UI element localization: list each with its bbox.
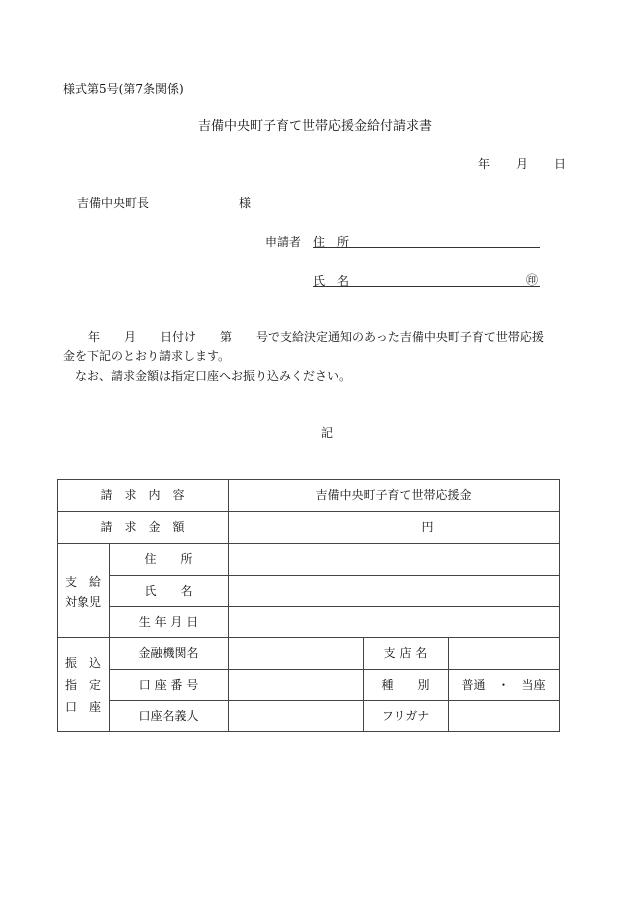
furigana-field[interactable]	[449, 701, 559, 730]
addressee-name: 吉備中央町長	[77, 196, 150, 210]
transfer-label-1: 振 込	[64, 656, 101, 670]
date-day: 日	[554, 157, 567, 171]
applicant-address-line[interactable]	[313, 247, 540, 248]
child-name-label: 氏 名	[144, 584, 193, 598]
account-type-value[interactable]: 普通 ・ 当座	[461, 678, 546, 692]
child-address-field[interactable]	[229, 544, 559, 574]
request-content-label: 請 求 内 容	[100, 488, 185, 502]
applicant-label: 申請者	[265, 235, 302, 249]
request-amount-field[interactable]	[229, 512, 409, 542]
body-line-2: 金を下記のとおり請求します。	[63, 349, 231, 363]
ki-heading: 記	[321, 426, 334, 440]
document-title: 吉備中央町子育て世帯応援金給付請求書	[197, 119, 432, 134]
request-amount-label: 請 求 金 額	[100, 520, 185, 534]
child-name-field[interactable]	[229, 576, 559, 605]
request-content-value: 吉備中央町子育て世帯応援金	[315, 488, 472, 502]
account-holder-field[interactable]	[229, 701, 362, 730]
child-birth-field[interactable]	[229, 607, 559, 636]
target-child-label-2: 対象児	[64, 595, 101, 609]
furigana-label: フリガナ	[381, 709, 430, 723]
child-address-label: 住 所	[144, 552, 193, 566]
transfer-label-2: 指 定	[64, 678, 101, 692]
addressee-honorific: 様	[239, 196, 252, 210]
applicant-name-label: 氏 名	[313, 274, 350, 288]
branch-name-field[interactable]	[449, 638, 559, 668]
applicant-name-line[interactable]	[313, 286, 540, 287]
body-line-3: なお、請求金額は指定口座へお振り込みください。	[75, 369, 352, 383]
account-holder-label: 口座名義人	[138, 709, 199, 723]
bank-name-label: 金融機関名	[138, 646, 199, 660]
yen-unit: 円	[421, 520, 434, 534]
child-birth-label: 生 年 月 日	[138, 615, 199, 629]
account-number-label: 口 座 番 号	[138, 678, 199, 692]
target-child-label-1: 支 給	[64, 575, 101, 589]
bank-name-field[interactable]	[229, 638, 362, 668]
form-number: 様式第5号(第7条関係)	[63, 82, 184, 96]
account-type-label: 種 別	[381, 678, 430, 692]
date-month: 月	[516, 157, 529, 171]
branch-name-label: 支 店 名	[383, 646, 428, 660]
applicant-address-label: 住 所	[313, 235, 350, 249]
body-line-1: 年 月 日付け 第 号で支給決定通知のあった吉備中央町子育て世帯応援	[88, 330, 544, 344]
transfer-label-3: 口 座	[64, 700, 101, 714]
date-year: 年	[478, 157, 491, 171]
account-number-field[interactable]	[229, 670, 362, 699]
seal-mark-icon: ㊞	[526, 273, 539, 287]
